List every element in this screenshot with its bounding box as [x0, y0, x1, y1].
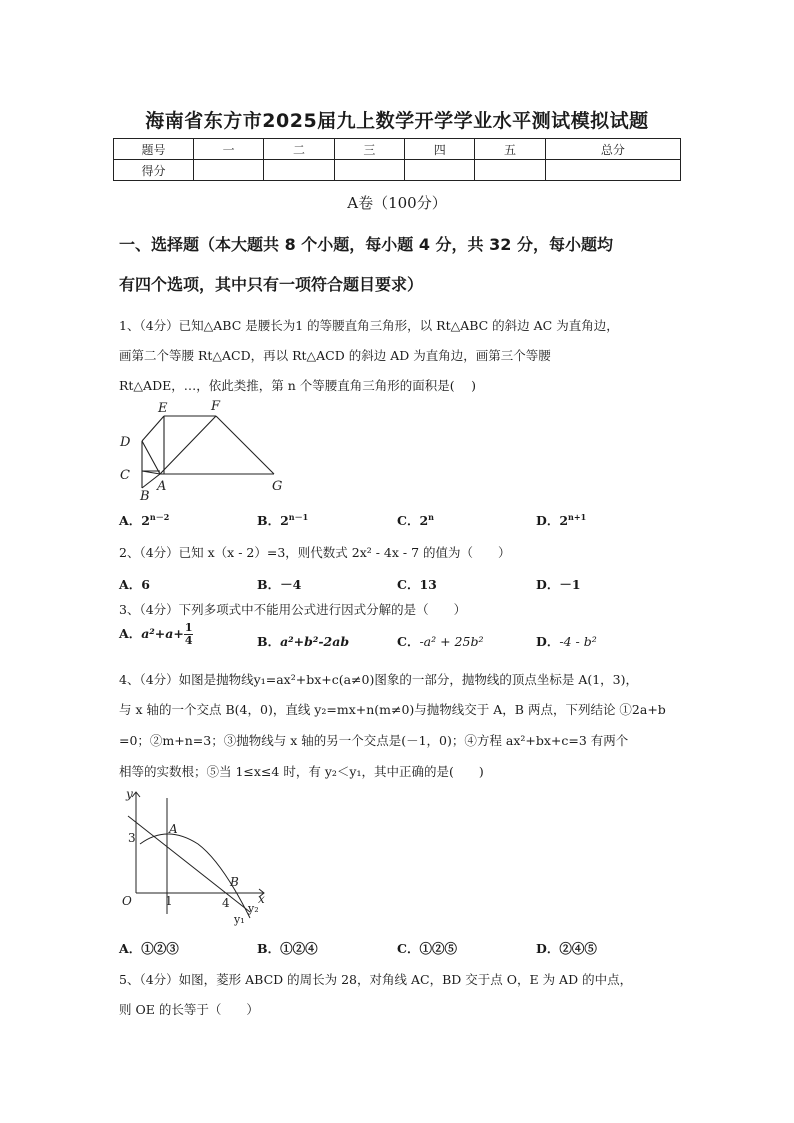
table-cell[interactable] [194, 160, 264, 181]
table-cell: 二 [264, 139, 334, 160]
table-cell[interactable] [334, 160, 404, 181]
q4-line1: 4、（4分）如图是抛物线y₁=ax²+bx+c(a≠0)图象的一部分，抛物线的顶点坐标是 A(1，3)， [119, 672, 639, 687]
q1-line2: 画第二个等腰 Rt△ACD，再以 Rt△ACD 的斜边 AD 为直角边，画第三个等腰 [119, 348, 551, 363]
q4-option-b[interactable]: B．①②④ [257, 941, 318, 956]
fig-label: F [211, 399, 221, 414]
q2-option-c[interactable]: C．13 [397, 577, 437, 592]
fig-label: y [126, 787, 133, 801]
fraction: $\frac{1}{4}$ [184, 621, 193, 647]
q2-option-a[interactable]: A．6 [119, 577, 150, 592]
fig-label: C [120, 468, 130, 483]
q5-line2: 则 OE 的长等于（ ） [119, 1002, 259, 1017]
table-cell: 四 [405, 139, 475, 160]
q5-line1: 5、（4分）如图，菱形 ABCD 的周长为 28，对角线 AC，BD 交于点 O，E 为 AD 的中点， [119, 972, 633, 987]
table-cell[interactable] [405, 160, 475, 181]
q4-option-d[interactable]: D．②④⑤ [536, 941, 597, 956]
fig-line [216, 416, 274, 474]
part-heading-line1: 一、选择题（本大题共 8 个小题，每小题 4 分，共 32 分，每小题均 [119, 235, 613, 254]
fig-label: A [169, 822, 178, 836]
fig-label: 1 [165, 894, 173, 908]
page-title: 海南省东方市2025届九上数学开学学业水平测试模拟试题 [145, 110, 649, 132]
q2-text: 2、（4分）已知 x（x - 2）=3，则代数式 2x² - 4x - 7 的值为（ ） [119, 545, 511, 560]
q4-line4: 相等的实数根；⑤当 1≤x≤4 时，有 y₂＜y₁，其中正确的是( ) [119, 764, 484, 779]
score-table [113, 138, 681, 181]
fig-label: A [157, 479, 167, 494]
q3-option-d[interactable]: D．-4 - b² [536, 634, 597, 649]
table-cell[interactable] [264, 160, 334, 181]
fig-label: x [258, 892, 265, 906]
table-cell: 三 [334, 139, 404, 160]
fig-label: O [122, 894, 132, 908]
q1-option-d[interactable]: D．$2^{n+1}$ [536, 511, 587, 528]
table-row [114, 160, 681, 181]
q2-option-b[interactable]: B．－4 [257, 577, 302, 592]
q3-option-c[interactable]: C．-a² + 25b² [397, 634, 484, 649]
fig-label: B [230, 875, 239, 889]
q1-option-b[interactable]: B．$2^{n-1}$ [257, 511, 309, 528]
table-cell: 得分 [114, 160, 194, 181]
fig-label: B [140, 489, 150, 504]
fig-line [142, 416, 164, 441]
fig-label: G [272, 479, 283, 494]
q4-line2: 与 x 轴的一个交点 B(4，0)，直线 y₂=mx+n(m≠0)与抛物线交于 A，B 两点，下列结论 ①2a+b [119, 702, 666, 717]
part-heading-line2: 有四个选项，其中只有一项符合题目要求） [119, 275, 424, 294]
fig-label: y₂ [248, 902, 259, 915]
q3-text: 3、（4分）下列多项式中不能用公式进行因式分解的是（ ） [119, 602, 467, 617]
q1-option-a[interactable]: A．$2^{n-2}$ [119, 511, 170, 528]
q3-option-a[interactable]: A．a²+a+ $\frac{1}{4}$ [119, 621, 193, 647]
q2-option-d[interactable]: D．－1 [536, 577, 581, 592]
fig-line [160, 416, 216, 474]
q1-option-c[interactable]: C．2$^n$ [397, 511, 434, 528]
fig-label: 3 [128, 831, 136, 845]
fig-label: 4 [222, 896, 230, 910]
line-y2 [128, 816, 250, 912]
table-cell[interactable] [545, 160, 680, 181]
table-cell: 一 [194, 139, 264, 160]
table-cell: 题号 [114, 139, 194, 160]
fig-line [142, 441, 160, 474]
table-cell[interactable] [475, 160, 545, 181]
q1-line1: 1、（4分）已知△ABC 是腰长为1 的等腰直角三角形，以 Rt△ABC 的斜边 AC 为直角边， [119, 318, 619, 333]
q3-option-b[interactable]: B．a²+b²-2ab [257, 634, 350, 649]
q4-option-c[interactable]: C．①②⑤ [397, 941, 457, 956]
table-cell: 五 [475, 139, 545, 160]
q1-line3: Rt△ADE，…，依此类推，第 n 个等腰直角三角形的面积是( ) [119, 378, 476, 393]
table-cell: 总分 [545, 139, 680, 160]
section-heading: A卷（100分） [347, 194, 447, 212]
q4-line3: =0；②m+n=3；③抛物线与 x 轴的另一个交点是(－1，0)；④方程 ax²+bx+c=3 有两个 [119, 733, 629, 748]
q1-figure [112, 396, 297, 504]
fig-label: D [120, 435, 131, 450]
q4-option-a[interactable]: A．①②③ [119, 941, 179, 956]
fig-label: y₁ [234, 913, 245, 926]
q4-figure [118, 784, 268, 926]
table-row [114, 139, 681, 160]
fig-label: E [158, 401, 168, 416]
